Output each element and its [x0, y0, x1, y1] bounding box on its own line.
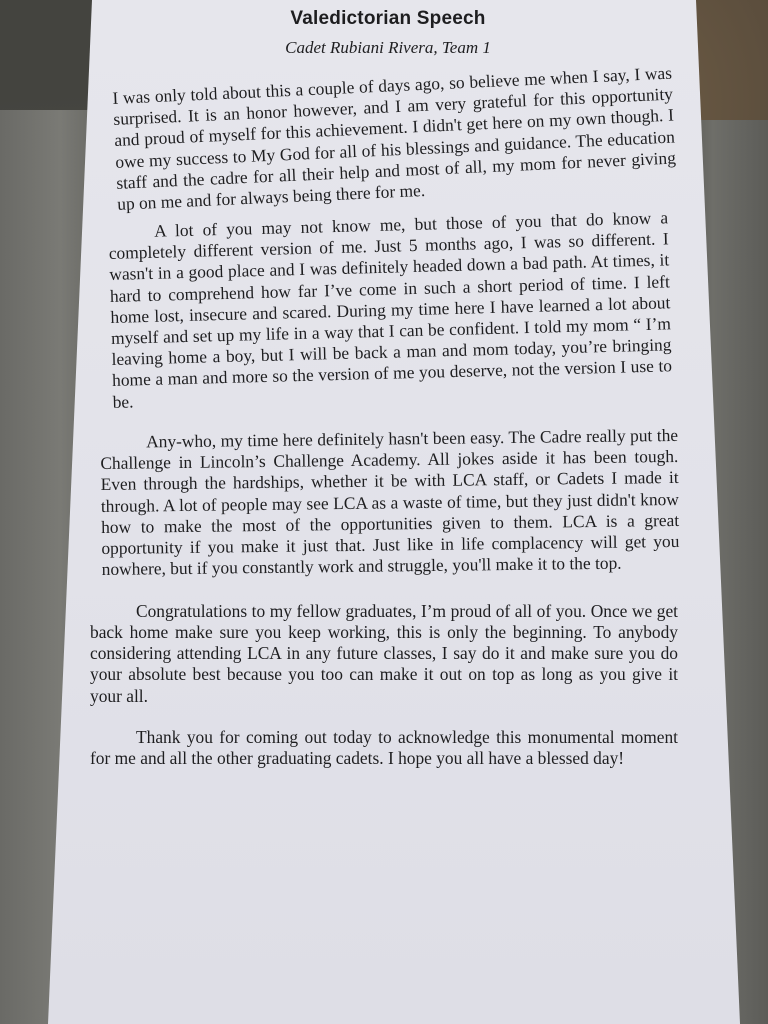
speech-author: Cadet Rubiani Rivera, Team 1 [285, 38, 491, 58]
paragraph-2: A lot of you may not know me, but those of you that do know a completely different version of me. Just 5 months ago, I was so different. I wasn't in a good place and I was definitely headed down a bad path. At times, it hard to comprehend how far I’ve come in such a short period of time. I left home lost, insecure and scared. During my time here I have learned a lot about myself and set up my life in a way that I can be confident. I told my mom “ I’m leaving home a boy, but I will be back a man and mom today, you’re bringing home a man and more so the version of me you deserve, not the version I use to be. [108, 206, 673, 412]
speech-title: Valedictorian Speech [290, 8, 486, 29]
paragraph-1: I was only told about this a couple of days ago, so believe me when I say, I was surprised. It is an honor however, and I am very grateful for this opportunity and proud of myself for this achievement. I didn't get here on my own though. I owe my success to My God for all of his blessings and guidance. The education staff and the cadre for all their help and most of all, my mom for never giving up on me and for always being there for me. [112, 63, 677, 215]
speech-content [88, 4, 688, 789]
paragraph-4: Congratulations to my fellow graduates, I’m proud of all of you. Once we get back home make sure you keep working, this is only the beginning. To anybody considering attending LCA in any future classes, I say do it and make sure you do your absolute best because you too can make it out on top as long as you give it your all. [90, 600, 678, 706]
paragraph-5: Thank you for coming out today to acknowledge this monumental moment for me and all the other graduating cadets. I hope you all have a blessed day! [90, 726, 678, 769]
paragraph-3: Any-who, my time here definitely hasn't been easy. The Cadre really put the Challenge in Lincoln’s Challenge Academy. All jokes aside it has been tough. Even through the hardships, whether it be with LCA staff, or Cadets I made it through. A lot of people may see LCA as a waste of time, but they just didn't know how to make the most of the opportunities given to them. LCA is a great opportunity if you make it just that. Just like in life complacency will get you nowhere, but if you constantly work and struggle, you'll make it to the top. [100, 425, 680, 580]
